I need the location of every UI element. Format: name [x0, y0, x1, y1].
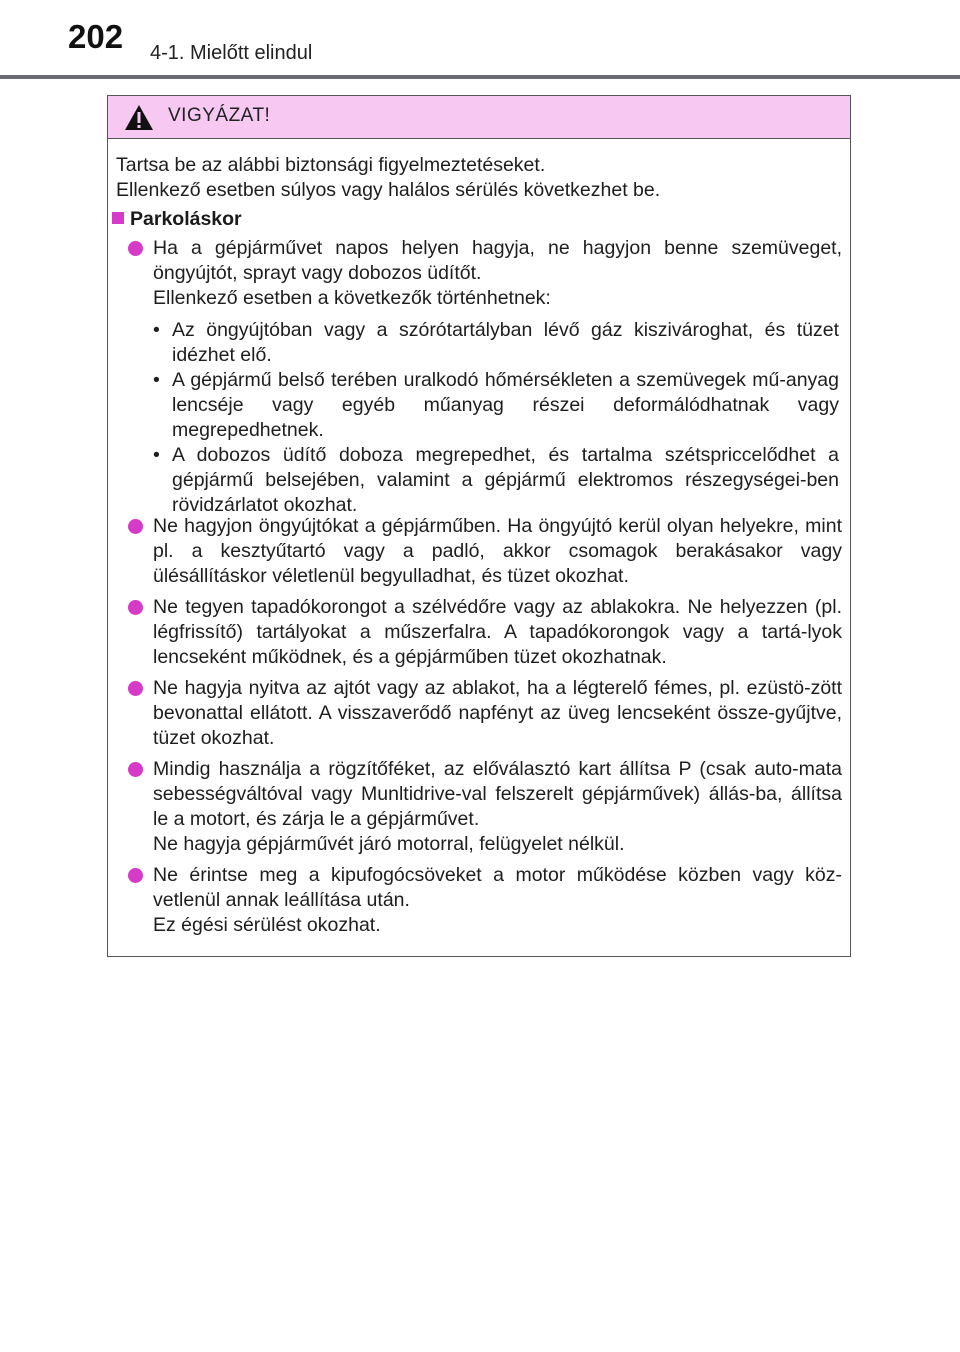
sub-list-item: • A gépjármű belső terében uralkodó hőmérsékleten a szemüvegek mű-anyag lencséje vagy egyéb műanyag részei deformálódhatnak vagy megrepedhetnek. — [153, 368, 839, 443]
intro-line: Ellenkező esetben súlyos vagy halálos sérülés következhet be. — [116, 179, 661, 201]
bullet-icon — [128, 762, 143, 777]
square-bullet-icon — [112, 212, 124, 224]
warning-triangle-icon — [124, 104, 154, 136]
bullet-icon — [128, 241, 143, 256]
section-heading-label: Parkoláskor — [130, 208, 242, 230]
list-item-text: Ne hagyjon öngyújtókat a gépjárműben. Ha öngyújtó kerül olyan helyekre, mint pl. a kesztyűtartó vagy a padló, akkor csomagok berakásakor vagy ülésállításkor véletlenül begyulladhat, és tüzet okozhat. — [153, 515, 842, 587]
section-title: 4-1. Mielőtt elindul — [150, 42, 313, 64]
bullet-icon — [128, 868, 143, 883]
list-item — [128, 676, 842, 751]
caution-intro — [116, 153, 836, 203]
bullet-icon — [128, 600, 143, 615]
bullet-icon — [128, 519, 143, 534]
list-item — [128, 236, 842, 311]
list-item — [128, 757, 842, 857]
caution-box — [107, 95, 851, 957]
list-item-text: Mindig használja a rögzítőféket, az előválasztó kart állítsa P (csak auto-mata sebességváltóval vagy Munltidrive-val felszerelt gépjárművek) állás-ba, állítsa le a motort, és zárja le a gépjárművet. — [153, 758, 842, 830]
sub-list-item: • A dobozos üdítő doboza megrepedhet, és tartalma szétspriccelődhet a gépjármű belsejében, valamint a gépjármű elektromos részegységei-ben rövidzárlatot okozhat. — [153, 443, 839, 518]
header-divider — [0, 75, 960, 79]
list-item — [128, 514, 842, 589]
list-item-text: Ha a gépjárművet napos helyen hagyja, ne hagyjon benne szemüveget, öngyújtót, sprayt vagy dobozos üdítőt. — [153, 237, 842, 284]
page-number: 202 — [68, 18, 124, 55]
sub-list-item: • Az öngyújtóban vagy a szórótartályban lévő gáz kiszivároghat, és tüzet idézhet elő. — [153, 318, 839, 368]
sub-list — [153, 318, 839, 518]
list-item-text: Ez égési sérülést okozhat. — [153, 914, 381, 936]
intro-line: Tartsa be az alábbi biztonsági figyelmeztetéseket. — [116, 154, 546, 176]
list-item — [128, 595, 842, 670]
caution-header — [108, 96, 850, 139]
list-item-text: Ne hagyja gépjárművét járó motorral, felügyelet nélkül. — [153, 833, 625, 855]
list-item — [128, 863, 842, 938]
caution-label: VIGYÁZAT! — [168, 105, 271, 126]
list-item-text: Ne hagyja nyitva az ajtót vagy az ablakot, ha a légterelő fémes, pl. ezüstö-zött bevonattal ellátott. A visszaverődő napfényt az üveg lencseként össze-gyűjtve, tüzet okozhat. — [153, 677, 842, 749]
bullet-icon — [128, 681, 143, 696]
section-heading — [112, 208, 242, 231]
list-item-text: Ne érintse meg a kipufogócsöveket a motor működése közben vagy köz-vetlenül annak leállítása után. — [153, 864, 842, 911]
list-item-text: Ellenkező esetben a következők történhetnek: — [153, 287, 551, 309]
list-item-text: Ne tegyen tapadókorongot a szélvédőre vagy az ablakokra. Ne helyezzen (pl. légfrissítő) tartályokat a műszerfalra. A tapadókorongok vagy a tartá-lyok lencseként működnek, és a gépjárműben tüzet okozhatnak. — [153, 596, 842, 668]
